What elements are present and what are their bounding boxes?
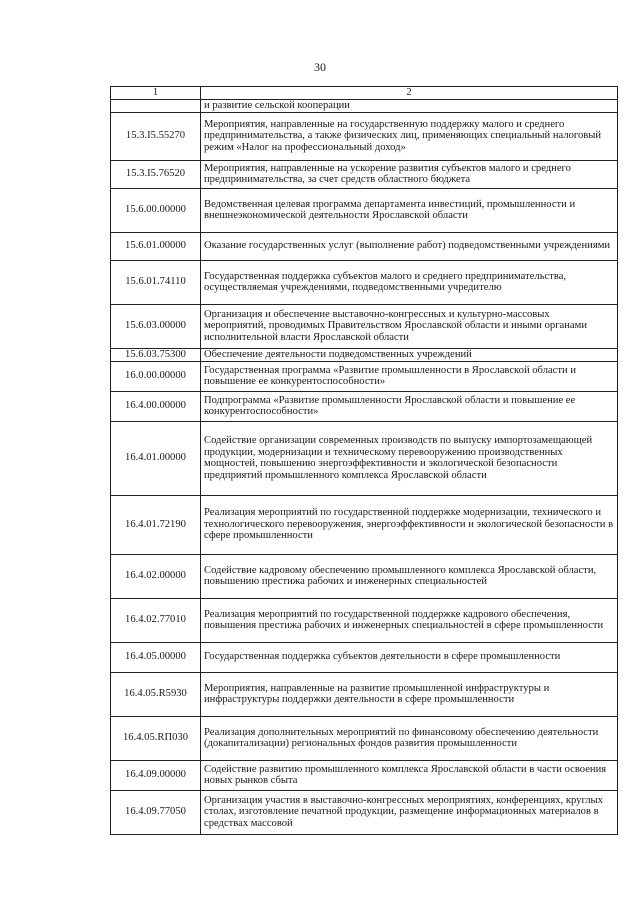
table-row	[111, 760, 618, 790]
table-row	[111, 495, 618, 554]
row-code: 15.6.01.74110	[111, 260, 201, 304]
row-code: 15.6.03.00000	[111, 304, 201, 348]
row-description: и развитие сельской кооперации	[201, 99, 618, 112]
row-description: Организация и обеспечение выставочно-конгрессных и культурно-массовых мероприятий, проводимых Правительством Ярославской области и иными органами исполнительной власти Ярославской области	[201, 304, 618, 348]
row-description: Оказание государственных услуг (выполнение работ) подведомственными учреждениями	[201, 232, 618, 260]
table-row	[111, 112, 618, 160]
page-number: 30	[314, 60, 326, 74]
table-row	[111, 99, 618, 112]
row-description: Содействие кадровому обеспечению промышленного комплекса Ярославской области, повышению престижа рабочих и инженерных специальностей	[201, 554, 618, 598]
column-header-code: 1	[111, 87, 201, 100]
row-code: 15.6.01.00000	[111, 232, 201, 260]
table-row	[111, 232, 618, 260]
row-code: 16.4.05.R5930	[111, 672, 201, 716]
row-description: Реализация мероприятий по государственной поддержке модернизации, технического и технологического перевооружения, энергоэффективности и экологической безопасности в сфере промышленности	[201, 495, 618, 554]
table-row	[111, 642, 618, 672]
row-description: Государственная поддержка субъектов малого и среднего предпринимательства, осуществляемая учреждениями, подведомственными учредителю	[201, 260, 618, 304]
table-row	[111, 421, 618, 495]
row-description: Государственная поддержка субъектов деятельности в сфере промышленности	[201, 642, 618, 672]
table-row	[111, 391, 618, 421]
row-code: 15.3.I5.76520	[111, 160, 201, 188]
row-description: Содействие организации современных производств по выпуску импортозамещающей продукции, модернизации и техническому перевооружению производственных мощностей, повышению энергоэффективности и экологической безопасности предприятий промышленного комплекса Ярославской области	[201, 421, 618, 495]
row-code: 16.4.09.77050	[111, 790, 201, 834]
row-description: Реализация мероприятий по государственной поддержке кадрового обеспечения, повышения престижа рабочих и инженерных специальностей в сфере промышленности	[201, 598, 618, 642]
row-description: Мероприятия, направленные на государственную поддержку малого и среднего предпринимательства, а также физических лиц, применяющих специальный налоговый режим «Налог на профессиональный доход»	[201, 112, 618, 160]
table-row	[111, 160, 618, 188]
row-code	[111, 99, 201, 112]
row-description: Подпрограмма «Развитие промышленности Ярославской области и повышение ее конкурентоспособности»	[201, 391, 618, 421]
row-code: 16.4.00.00000	[111, 391, 201, 421]
row-description: Реализация дополнительных мероприятий по финансовому обеспечению деятельности (докапитализации) региональных фондов развития промышленности	[201, 716, 618, 760]
row-code: 16.4.01.72190	[111, 495, 201, 554]
budget-code-table	[110, 86, 618, 835]
row-description: Мероприятия, направленные на развитие промышленной инфраструктуры и инфраструктуры поддержки деятельности в сфере промышленности	[201, 672, 618, 716]
row-description: Государственная программа «Развитие промышленности в Ярославской области и повышение ее конкурентоспособности»	[201, 361, 618, 391]
table-row	[111, 790, 618, 834]
row-code: 15.3.I5.55270	[111, 112, 201, 160]
row-description: Содействие развитию промышленного комплекса Ярославской области в части освоения новых рынков сбыта	[201, 760, 618, 790]
row-code: 16.4.05.00000	[111, 642, 201, 672]
row-code: 16.4.09.00000	[111, 760, 201, 790]
table-header-row	[111, 87, 618, 100]
table-row	[111, 188, 618, 232]
row-code: 16.4.02.00000	[111, 554, 201, 598]
row-code: 15.6.00.00000	[111, 188, 201, 232]
row-code: 16.0.00.00000	[111, 361, 201, 391]
column-header-description: 2	[201, 87, 618, 100]
row-description: Ведомственная целевая программа департамента инвестиций, промышленности и внешнеэкономической деятельности Ярославской области	[201, 188, 618, 232]
table-row	[111, 554, 618, 598]
row-code: 15.6.03.75300	[111, 348, 201, 361]
row-description: Обеспечение деятельности подведомственных учреждений	[201, 348, 618, 361]
table-row	[111, 716, 618, 760]
row-code: 16.4.02.77010	[111, 598, 201, 642]
row-code: 16.4.05.RП030	[111, 716, 201, 760]
table-row	[111, 348, 618, 361]
row-description: Организация участия в выставочно-конгрессных мероприятиях, конференциях, круглых столах, изготовление печатной продукции, размещение информационных материалов в средствах массовой	[201, 790, 618, 834]
table-row	[111, 361, 618, 391]
table-row	[111, 304, 618, 348]
row-code: 16.4.01.00000	[111, 421, 201, 495]
table-row	[111, 672, 618, 716]
table-row	[111, 598, 618, 642]
table-row	[111, 260, 618, 304]
row-description: Мероприятия, направленные на ускорение развития субъектов малого и среднего предпринимательства, за счет средств областного бюджета	[201, 160, 618, 188]
